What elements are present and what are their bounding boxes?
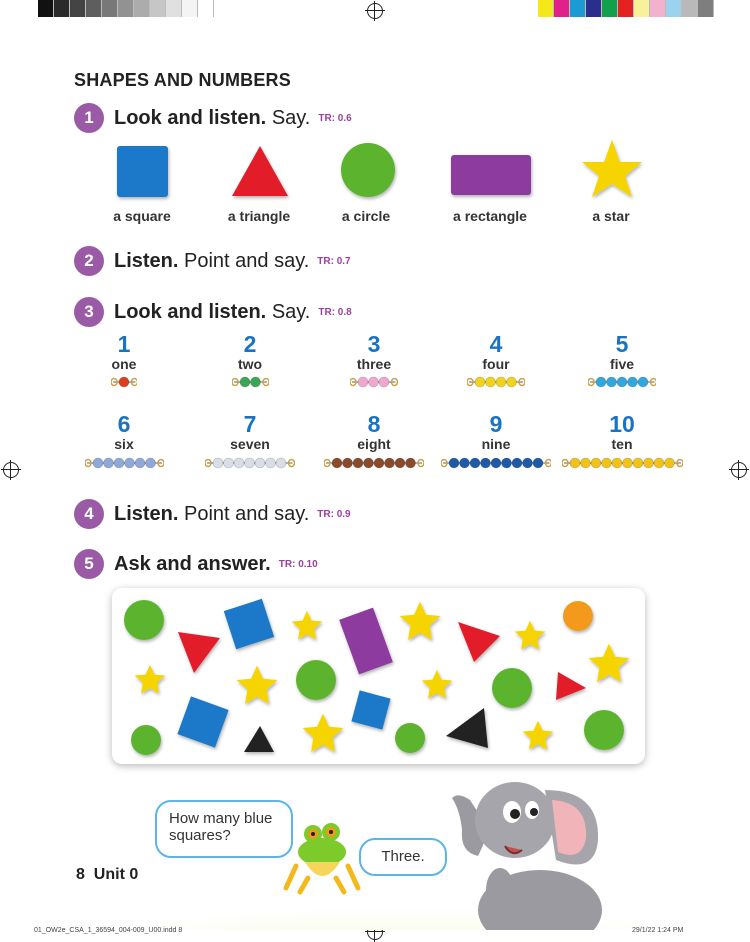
- bead: [385, 458, 395, 468]
- audio-track-label: TR: 0.7: [317, 255, 351, 267]
- activity-instruction-bold: Listen.: [114, 502, 179, 525]
- bead: [643, 458, 653, 468]
- unit-label: Unit 0: [93, 866, 139, 883]
- circle-shape: [341, 143, 395, 197]
- activity-instruction: Point and say.: [184, 502, 310, 525]
- activity-instruction: Say.: [271, 300, 311, 323]
- bead-string-10: [562, 457, 683, 469]
- bead: [119, 377, 129, 387]
- bead-string-7: [205, 457, 295, 469]
- bead: [364, 458, 374, 468]
- green-circle: [584, 710, 624, 750]
- yellow-star: [422, 670, 453, 699]
- shapes-illustration: [100, 138, 660, 204]
- bead: [459, 458, 469, 468]
- page-number: 8: [76, 866, 85, 883]
- shapes-panel: [112, 588, 645, 764]
- number-word: ten: [611, 436, 633, 452]
- bead: [491, 458, 501, 468]
- bead: [596, 377, 606, 387]
- number-digit: 8: [367, 411, 381, 437]
- bead: [480, 458, 490, 468]
- activity-3-header: [74, 297, 352, 327]
- bead: [496, 377, 506, 387]
- answer-text: Three.: [381, 848, 425, 865]
- page-title: SHAPES AND NUMBERS: [74, 70, 291, 90]
- bead: [617, 377, 627, 387]
- bead: [638, 377, 648, 387]
- bead: [266, 458, 276, 468]
- number-digit: 10: [609, 411, 635, 437]
- mixed-shapes-illustration: [112, 588, 645, 764]
- bead: [470, 458, 480, 468]
- black-triangle: [446, 708, 488, 748]
- bead: [449, 458, 459, 468]
- yellow-star: [400, 602, 441, 640]
- activity-instruction-bold: Look and listen.: [114, 106, 267, 129]
- bead: [224, 458, 234, 468]
- bead: [580, 458, 590, 468]
- shape-label-rectangle: a rectangle: [453, 208, 527, 224]
- number-word: seven: [230, 436, 270, 452]
- shape-label-circle: a circle: [341, 208, 391, 224]
- triangle-shape: [232, 146, 288, 196]
- bead: [124, 458, 134, 468]
- yellow-star: [135, 665, 166, 694]
- number-word: four: [482, 356, 510, 372]
- audio-track-label: TR: 0.10: [278, 558, 318, 570]
- number-word: one: [111, 356, 137, 372]
- bead: [213, 458, 223, 468]
- bead: [255, 458, 265, 468]
- bead: [601, 458, 611, 468]
- blue-square: [351, 690, 390, 729]
- shape-label-square: a square: [113, 208, 171, 224]
- purple-rectangle: [339, 608, 393, 675]
- bead: [103, 458, 113, 468]
- red-triangle: [178, 632, 220, 673]
- shape-label-star: a star: [592, 208, 630, 224]
- bead-string-8: [324, 457, 424, 469]
- bead: [591, 458, 601, 468]
- bead: [395, 458, 405, 468]
- bead: [533, 458, 543, 468]
- number-word: two: [237, 356, 263, 372]
- blue-square: [177, 696, 228, 747]
- bead: [612, 458, 622, 468]
- bead: [654, 458, 664, 468]
- bead: [606, 377, 616, 387]
- bead: [245, 458, 255, 468]
- number-digit: 3: [367, 331, 381, 357]
- bead: [379, 377, 389, 387]
- rectangle-shape: [451, 155, 531, 195]
- yellow-star: [589, 644, 630, 682]
- audio-track-label: TR: 0.8: [318, 306, 352, 318]
- number-digit: 5: [615, 331, 629, 357]
- bead: [627, 377, 637, 387]
- bead-string-9: [441, 457, 552, 469]
- activity-number-badge: 5: [74, 549, 104, 579]
- bead-string-6: [85, 457, 164, 469]
- bead-string-1: [111, 376, 138, 388]
- yellow-star: [303, 714, 344, 752]
- bead: [475, 377, 485, 387]
- question-text: How many blue squares?: [169, 810, 273, 844]
- bead-string-5: [588, 376, 657, 388]
- activity-2-header: [74, 246, 351, 276]
- red-triangle: [556, 672, 586, 700]
- activity-number-badge: 2: [74, 246, 104, 276]
- bead: [358, 377, 368, 387]
- green-circle: [492, 668, 532, 708]
- bead: [374, 458, 384, 468]
- yellow-star: [515, 621, 546, 650]
- bead: [501, 458, 511, 468]
- activity-5-header: [74, 549, 318, 579]
- file-slug: 01_OW2e_CSA_1_36594_004-009_U00.indd 8: [34, 927, 183, 934]
- activity-1-header: [74, 103, 352, 133]
- green-circle: [124, 600, 164, 640]
- audio-track-label: TR: 0.6: [318, 112, 352, 124]
- color-calibration-bar: [538, 0, 714, 17]
- number-word: three: [356, 356, 392, 372]
- bead: [276, 458, 286, 468]
- green-circle: [296, 660, 336, 700]
- blue-square: [224, 599, 274, 649]
- bead: [332, 458, 342, 468]
- bead: [664, 458, 674, 468]
- number-word: six: [114, 436, 134, 452]
- bead: [145, 458, 155, 468]
- bead: [240, 377, 250, 387]
- green-circle: [395, 723, 425, 753]
- red-triangle: [458, 622, 500, 662]
- number-word: nine: [481, 436, 511, 452]
- number-word: five: [609, 356, 635, 372]
- bead: [570, 458, 580, 468]
- page-footer: [76, 866, 138, 884]
- registration-mark-left: [3, 462, 19, 478]
- activity-instruction-bold: Look and listen.: [114, 300, 267, 323]
- question-speech-bubble: [155, 800, 293, 858]
- registration-mark-right: [731, 462, 747, 478]
- black-triangle: [244, 726, 274, 752]
- number-digit: 2: [243, 331, 257, 357]
- number-digit: 9: [489, 411, 503, 437]
- orange-circle: [563, 601, 593, 631]
- bead: [512, 458, 522, 468]
- activity-number-badge: 3: [74, 297, 104, 327]
- activity-instruction: Say.: [271, 106, 311, 129]
- bead: [250, 377, 260, 387]
- activity-number-badge: 1: [74, 103, 104, 133]
- activity-instruction-bold: Listen.: [114, 249, 179, 272]
- bead-string-4: [467, 376, 525, 388]
- ground-glow: [100, 870, 700, 930]
- number-digit: 1: [117, 331, 131, 357]
- bead-string-3: [350, 376, 398, 388]
- bead: [406, 458, 416, 468]
- bead: [486, 377, 496, 387]
- number-digit: 7: [243, 411, 257, 437]
- bead: [522, 458, 532, 468]
- bead: [114, 458, 124, 468]
- number-digit: 4: [489, 331, 503, 357]
- bead: [622, 458, 632, 468]
- yellow-star: [523, 721, 554, 750]
- bead: [369, 377, 379, 387]
- star-shape: [582, 140, 642, 197]
- bead: [93, 458, 103, 468]
- registration-mark-top: [367, 3, 383, 19]
- number-digit: 6: [117, 411, 131, 437]
- bead: [343, 458, 353, 468]
- number-word: eight: [357, 436, 391, 452]
- activity-number-badge: 4: [74, 499, 104, 529]
- audio-track-label: TR: 0.9: [317, 508, 351, 520]
- bead: [507, 377, 517, 387]
- activity-instruction-bold: Ask and answer.: [114, 552, 271, 575]
- square-shape: [117, 146, 168, 197]
- date-slug: 29/1/22 1:24 PM: [632, 927, 684, 934]
- shape-label-triangle: a triangle: [227, 208, 291, 224]
- yellow-star: [292, 611, 323, 640]
- bead: [353, 458, 363, 468]
- bead-string-2: [232, 376, 269, 388]
- bead: [633, 458, 643, 468]
- grayscale-calibration-bar: [38, 0, 214, 17]
- yellow-star: [237, 666, 278, 704]
- bead: [234, 458, 244, 468]
- green-circle: [131, 725, 161, 755]
- activity-instruction: Point and say.: [184, 249, 310, 272]
- activity-4-header: [74, 499, 351, 529]
- answer-speech-bubble: [359, 838, 447, 876]
- bead: [135, 458, 145, 468]
